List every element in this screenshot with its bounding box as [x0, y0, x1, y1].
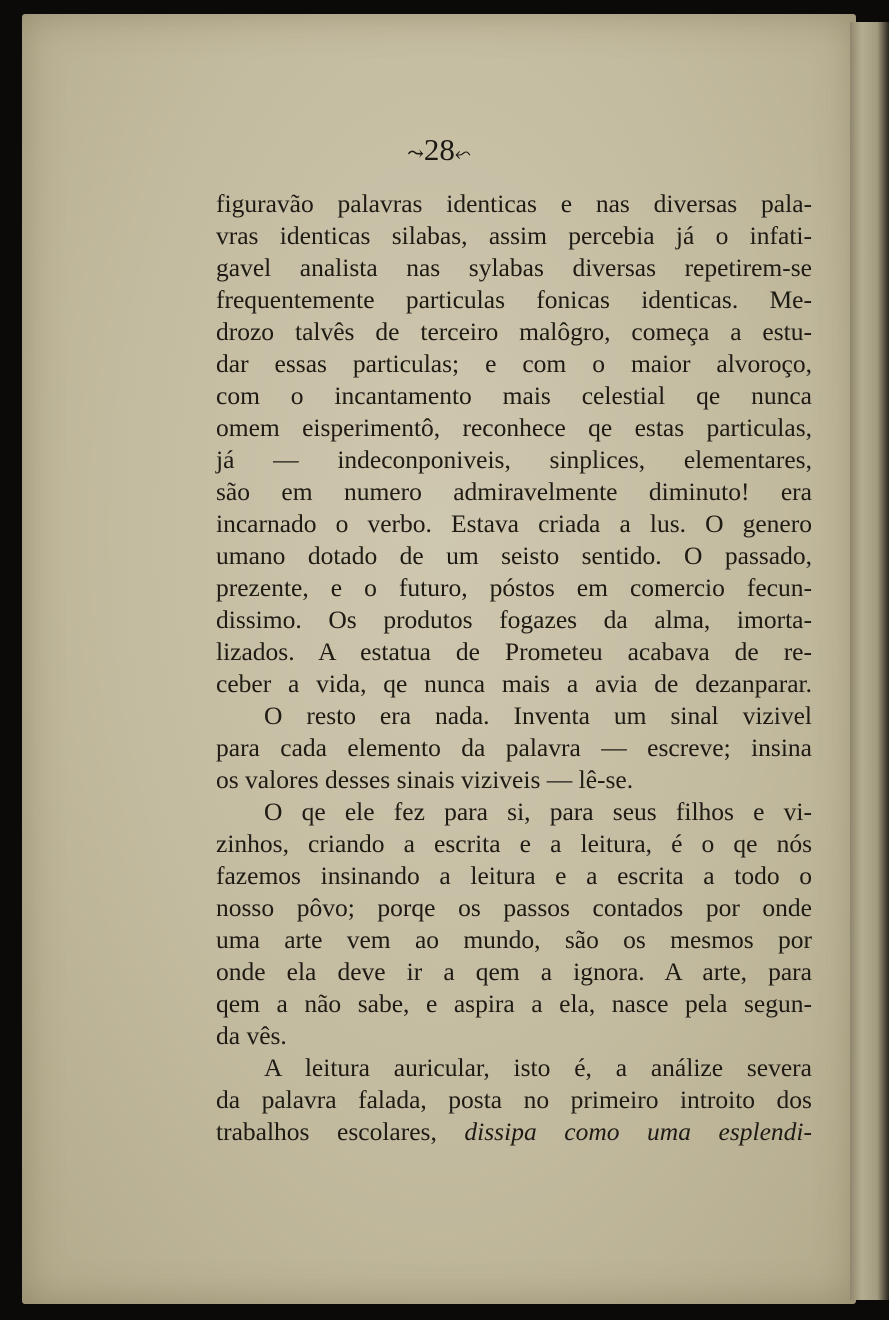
- text-line-final: [216, 1116, 812, 1148]
- text-line: ceber a vida, qe nunca mais a avia de dezanparar.: [216, 669, 812, 698]
- text-line: já — indeconponiveis, sinplices, elementares,: [216, 445, 812, 474]
- text-line: os valores desses sinais viziveis — lê-se.: [216, 765, 634, 794]
- text-line: figuravão palavras identicas e nas diversas pala-: [216, 189, 812, 218]
- text-line: vras identicas silabas, assim percebia já o infati-: [216, 221, 812, 250]
- final-line-italic: dissipa como uma esplendi-: [464, 1117, 812, 1146]
- text-line: para cada elemento da palavra — escreve; insina: [216, 733, 812, 762]
- text-line: O resto era nada. Inventa um sinal vizivel: [264, 701, 812, 730]
- ornament-left: ⤳: [407, 143, 424, 165]
- text-line: frequentemente particulas fonicas identicas. Me-: [216, 285, 812, 314]
- text-line: gavel analista nas sylabas diversas repetirem-se: [216, 253, 812, 282]
- page-number: ⤳28⬿: [407, 132, 471, 167]
- text-line: onde ela deve ir a qem a ignora. A arte, para: [216, 957, 812, 986]
- text-line: dar essas particulas; e com o maior alvoroço,: [216, 349, 812, 378]
- text-line: nosso pôvo; porqe os passos contados por onde: [216, 893, 812, 922]
- ornament-right: ⬿: [454, 143, 471, 165]
- text-line: com o incantamento mais celestial qe nunca: [216, 381, 812, 410]
- next-page-edge: [850, 22, 889, 1300]
- text-line: drozo talvês de terceiro malôgro, começa a estu-: [216, 317, 812, 346]
- text-line: são em numero admiravelmente diminuto! era: [216, 477, 812, 506]
- final-line-plain: trabalhos escolares,: [216, 1117, 465, 1146]
- text-line: umano dotado de um seisto sentido. O passado,: [216, 541, 812, 570]
- text-line: uma arte vem ao mundo, são os mesmos por: [216, 925, 812, 954]
- text-line: da vês.: [216, 1021, 287, 1050]
- text-line: zinhos, criando a escrita e a leitura, é o qe nós: [216, 829, 812, 858]
- text-line: dissimo. Os produtos fogazes da alma, imorta-: [216, 605, 812, 634]
- text-line: omem eisperimentô, reconhece qe estas particulas,: [216, 413, 812, 442]
- text-line: prezente, e o futuro, póstos em comercio fecun-: [216, 573, 812, 602]
- text-line: fazemos insinando a leitura e a escrita a todo o: [216, 861, 812, 890]
- text-line: da palavra falada, posta no primeiro introito dos: [216, 1085, 812, 1114]
- text-line: lizados. A estatua de Prometeu acabava de re-: [216, 637, 812, 666]
- text-line: A leitura auricular, isto é, a análize severa: [264, 1053, 812, 1082]
- text-line: O qe ele fez para si, para seus filhos e vi-: [264, 797, 812, 826]
- text-line: incarnado o verbo. Estava criada a lus. O genero: [216, 509, 812, 538]
- body-text: [216, 188, 812, 1148]
- text-line: qem a não sabe, e aspira a ela, nasce pela segun-: [216, 989, 812, 1018]
